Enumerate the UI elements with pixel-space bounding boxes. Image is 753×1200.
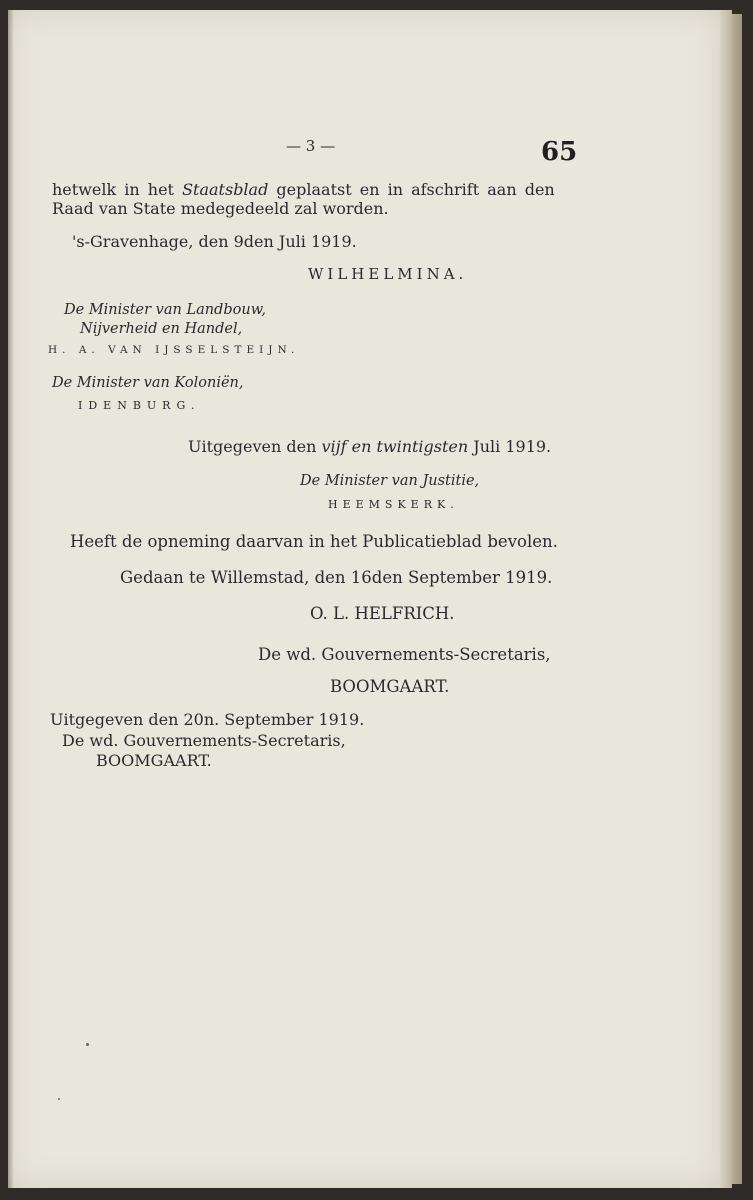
issued-pre: Uitgegeven den	[188, 437, 317, 456]
page-marker: — 3 —	[286, 137, 336, 155]
minister-1-title-line-2: Nijverheid en Handel,	[80, 321, 243, 337]
secretary-title: De wd. Gouvernements-Secretaris,	[258, 645, 551, 664]
opening-line-1-pre: hetwelk in het	[52, 180, 174, 199]
done-at: Gedaan te Willemstad, den 16den September 1919.	[120, 568, 553, 587]
issued-line	[188, 437, 551, 456]
page-number: 65	[541, 137, 578, 167]
opening-line-1	[52, 180, 555, 199]
minister-2-name: IDENBURG.	[78, 399, 201, 412]
issued-date-words: vijf en twintigsten	[321, 437, 469, 456]
binding-shadow	[8, 10, 14, 1188]
order-text: Heeft de opneming daarvan in het Publicatieblad bevolen.	[70, 532, 558, 551]
paper-speck	[86, 1043, 89, 1046]
issued-post: Juli 1919.	[473, 437, 552, 456]
place-date: 's-Gravenhage, den 9den Juli 1919.	[72, 232, 357, 251]
opening-line-2: Raad van State medegedeeld zal worden.	[52, 199, 389, 218]
opening-line-1-post: geplaatst en in afschrift aan den	[276, 180, 555, 199]
minister-3-title: De Minister van Justitie,	[300, 473, 480, 489]
page-edge-stack	[732, 14, 742, 1184]
minister-1-title-line-1: De Minister van Landbouw,	[64, 302, 266, 318]
staatsblad-term: Staatsblad	[182, 180, 269, 199]
governor-name: O. L. HELFRICH.	[310, 604, 455, 623]
footer-secretary-name: BOOMGAART.	[96, 751, 212, 770]
footer-secretary-title: De wd. Gouvernements-Secretaris,	[62, 731, 346, 750]
footer-issued: Uitgegeven den 20n. September 1919.	[50, 710, 365, 729]
signatory-queen: WILHELMINA.	[308, 265, 468, 283]
minister-1-name: H. A. VAN IJSSELSTEIJN.	[48, 344, 300, 356]
page-edge	[720, 10, 732, 1188]
secretary-name: BOOMGAART.	[330, 677, 450, 696]
paper-speck	[58, 1098, 60, 1100]
minister-3-name: HEEMSKERK.	[328, 498, 459, 511]
minister-2-title: De Minister van Koloniën,	[52, 375, 244, 391]
